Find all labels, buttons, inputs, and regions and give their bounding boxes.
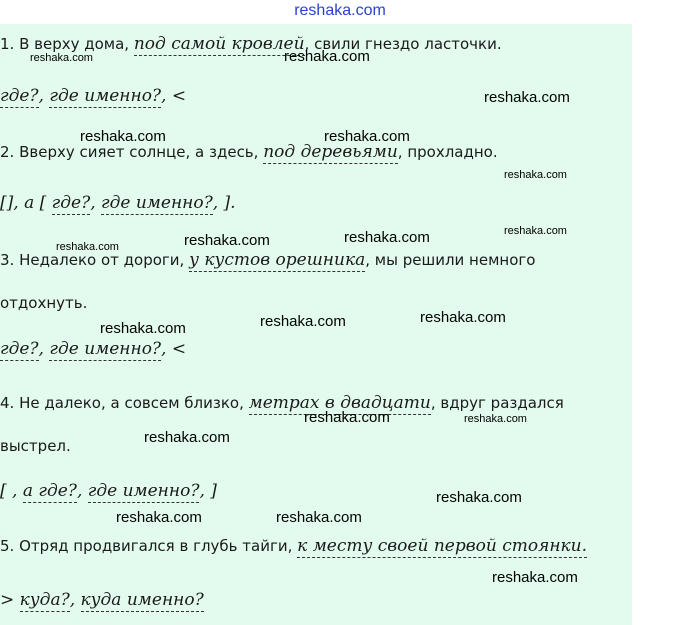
site-title[interactable]: reshaka.com: [294, 2, 386, 19]
watermark: reshaka.com: [116, 509, 202, 526]
watermark: reshaka.com: [56, 241, 119, 253]
sentence-text: 5. Отряд продвигался в глубь тайги,: [0, 537, 298, 555]
scheme-question: а где?: [22, 481, 77, 501]
highlight-phrase: у кустов орешника: [189, 250, 366, 270]
sentence-text: 3. Недалеко от дороги,: [0, 251, 190, 269]
sentence-4-cont: выстрел.: [0, 437, 71, 455]
watermark: reshaka.com: [464, 413, 527, 425]
sentence-text: , вдруг раздался: [430, 394, 564, 412]
sentence-text: 2. Вверху сияет солнце, а здесь,: [0, 143, 264, 161]
highlight-phrase: метрах в двадцати: [248, 393, 431, 413]
watermark: reshaka.com: [324, 128, 410, 145]
sentence-text: 4. Не далеко, а совсем близко,: [0, 394, 249, 412]
watermark: reshaka.com: [504, 169, 567, 181]
sentence-1: [0, 34, 502, 54]
watermark: reshaka.com: [344, 229, 430, 246]
watermark: reshaka.com: [304, 409, 390, 426]
scheme-question: где?: [0, 86, 39, 106]
watermark: reshaka.com: [184, 232, 270, 249]
watermark: reshaka.com: [484, 89, 570, 106]
scheme-4: [ , а где?, где именно?, ]: [0, 481, 217, 501]
sentence-text: , мы решили немного: [365, 251, 536, 269]
sentence-4: [0, 393, 564, 413]
watermark: reshaka.com: [80, 128, 166, 145]
sentence-text: , прохладно.: [397, 143, 498, 161]
watermark: reshaka.com: [30, 52, 93, 64]
sentence-2: [0, 142, 498, 162]
highlight-phrase: к месту своей первой стоянки.: [297, 536, 588, 556]
scheme-question: где?: [0, 339, 39, 359]
sentence-3-cont: отдохнуть.: [0, 294, 88, 312]
scheme-1: где?, где именно?, <: [0, 86, 187, 106]
scheme-question: куда?: [19, 590, 70, 610]
watermark: reshaka.com: [504, 225, 567, 237]
scheme-2: [], а [ где?, где именно?, ].: [0, 193, 236, 213]
watermark: reshaka.com: [436, 489, 522, 506]
scheme-question: куда именно?: [80, 590, 204, 610]
scheme-5: > куда?, куда именно?: [0, 590, 204, 610]
sentence-3: [0, 250, 535, 270]
watermark: reshaka.com: [284, 48, 370, 65]
sentence-text: , свили гнездо ласточки.: [304, 35, 502, 53]
watermark: reshaka.com: [492, 569, 578, 586]
highlight-phrase: под деревьями: [263, 142, 398, 162]
scheme-question: где именно?: [87, 481, 200, 501]
watermark: reshaka.com: [144, 429, 230, 446]
watermark: reshaka.com: [420, 309, 506, 326]
sentence-text: 1. В верху дома,: [0, 35, 134, 53]
scheme-question: где именно?: [49, 86, 162, 106]
scheme-question: где именно?: [49, 339, 162, 359]
watermark: reshaka.com: [260, 313, 346, 330]
scheme-3: где?, где именно?, <: [0, 339, 187, 359]
scheme-question: где?: [51, 193, 91, 213]
scheme-question: где именно?: [101, 193, 213, 213]
watermark: reshaka.com: [100, 320, 186, 337]
watermark: reshaka.com: [276, 509, 362, 526]
sentence-5: [0, 536, 587, 556]
highlight-phrase: под самой кровлей: [133, 34, 305, 54]
